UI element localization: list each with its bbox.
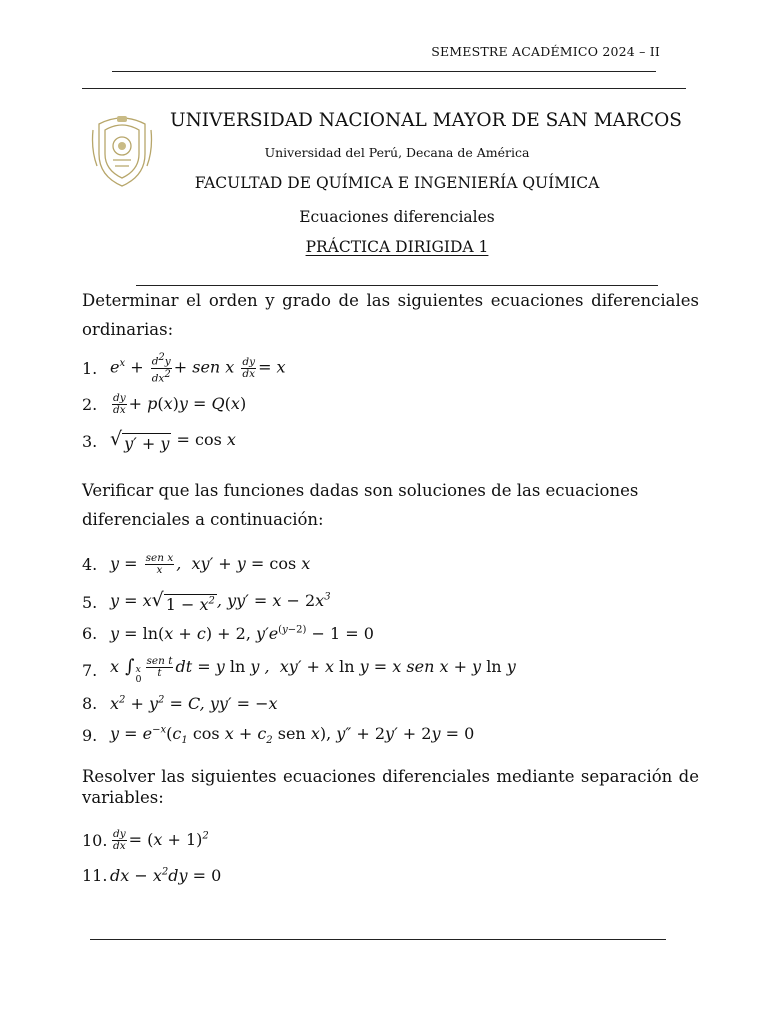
problem-2 <box>82 393 246 416</box>
course-name: Ecuaciones diferenciales <box>299 208 495 226</box>
problem-number: 8. <box>82 694 98 713</box>
equation: y = x √ $1 - x^2$ , $yy' = x - 2x^3$ <box>110 589 331 614</box>
equation: y = $\frac{\text{sen x}}{x}$ , xy′ + y = cos x <box>110 552 311 576</box>
practice-title: PRÁCTICA DIRIGIDA 1 <box>305 238 489 256</box>
semester-label: SEMESTRE ACADÉMICO 2024 – II <box>431 44 660 59</box>
problem-6 <box>82 624 374 643</box>
problem-11 <box>82 866 221 885</box>
problem-5 <box>82 591 331 614</box>
section-2-intro: Verificar que las funciones dadas son soluciones de las ecuaciones diferenciales a continuación: <box>82 481 639 529</box>
equation: x ∫ x 0 $\frac{\text{sen t}}{t}$ dt = y ln y , xy′ + x ln y = x sen x + y ln y <box>110 655 516 685</box>
equation: $x^2 + y^2 = C$, yy′ = −x <box>110 694 278 713</box>
problem-7 <box>82 656 516 685</box>
header-rule-bottom <box>82 88 686 89</box>
problem-9 <box>82 724 474 746</box>
problem-1 <box>82 352 286 384</box>
problem-number: 5. <box>82 593 98 612</box>
equation: $y = e^{-x}(c_1$ $\cos x + c_2$ sen x), y″ + 2y′ + 2y = 0 <box>110 724 475 747</box>
problem-4 <box>82 553 310 576</box>
problem-number: 2. <box>82 395 98 414</box>
equation: $e^x$ + $\frac{d^2y}{dx^2}$ + sen x $\frac{dy}{dx}$ = x <box>110 352 286 384</box>
footer-rule <box>90 939 666 940</box>
equation: $\frac{dy}{dx}$ = $(x + 1)^2$ <box>113 828 209 852</box>
problem-number: 7. <box>82 661 98 680</box>
equation: $\frac{dy}{dx}$ + p(x)y = Q(x) <box>113 392 247 416</box>
equation: y = ln(x + c) + 2, $y'e^{(y-2)} - 1 = 0$ <box>110 624 374 643</box>
header-rule-top <box>112 71 656 72</box>
section-3-intro: Resolver las siguientes ecuaciones diferenciales mediante separación de variables: <box>82 767 699 807</box>
problem-number: 4. <box>82 555 98 574</box>
section-1-intro: Determinar el orden y grado de las siguientes ecuaciones diferenciales ordinarias: <box>82 291 699 339</box>
problem-3 <box>82 430 236 453</box>
problem-8 <box>82 694 278 713</box>
university-name: UNIVERSIDAD NACIONAL MAYOR DE SAN MARCOS <box>170 110 682 131</box>
equation: √ y′ + y = cos x <box>110 428 236 453</box>
faculty-name: FACULTAD DE QUÍMICA E INGENIERÍA QUÍMICA <box>194 174 600 192</box>
problem-10 <box>82 829 209 852</box>
equation: dx − $x^2dy = 0$ <box>110 866 222 885</box>
problem-number: 1. <box>82 358 98 378</box>
problem-number: 10. <box>82 831 108 850</box>
problem-number: 3. <box>82 432 98 451</box>
problem-number: 9. <box>82 725 98 745</box>
problem-number: 11. <box>82 866 108 885</box>
problem-number: 6. <box>82 624 98 643</box>
university-subtitle: Universidad del Perú, Decana de América <box>264 145 530 160</box>
